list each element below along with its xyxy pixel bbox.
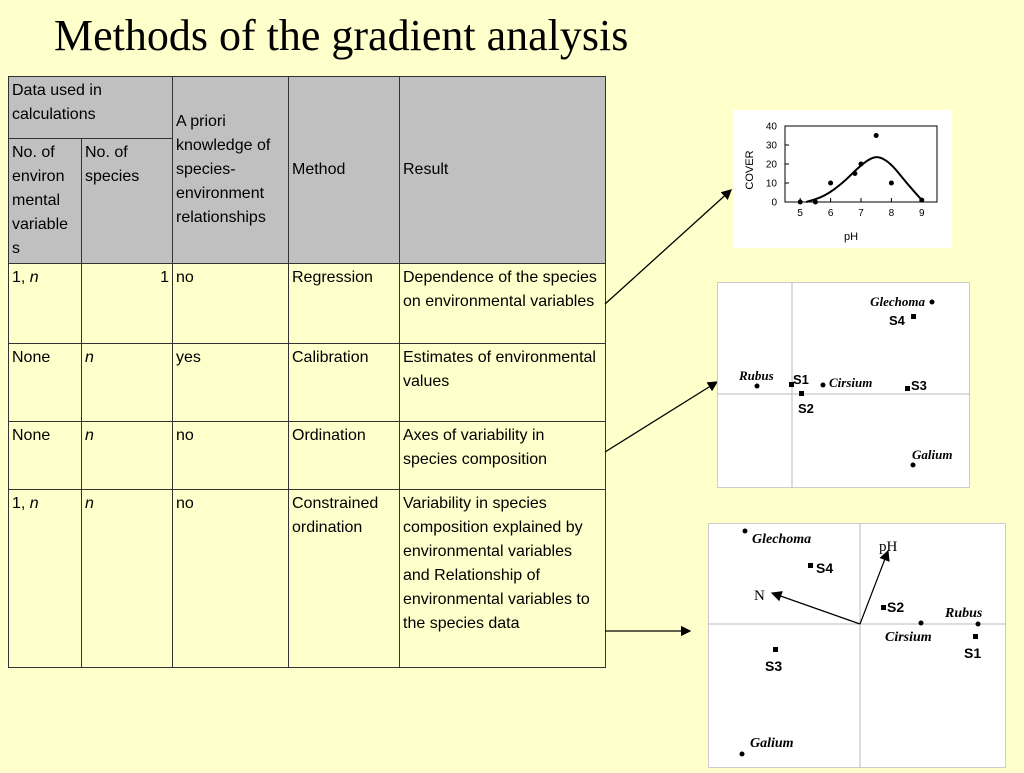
arrow-regression: [605, 190, 731, 304]
constrained-plot-panel: [708, 523, 1006, 768]
x-tick-label: 8: [888, 208, 895, 219]
sample-label: S4: [889, 313, 905, 328]
sample-label: S3: [911, 378, 927, 393]
species-point: [743, 529, 748, 534]
header-result: Result: [400, 77, 606, 264]
sample-point: [905, 386, 910, 391]
data-point: [889, 181, 894, 186]
data-point: [813, 200, 818, 205]
sample-point: [773, 647, 778, 652]
cell-env-vars: None: [9, 344, 82, 422]
slide-title: Methods of the gradient analysis: [54, 11, 629, 60]
cell-env-vars: 1, n: [9, 490, 82, 668]
cell-species: n: [82, 422, 173, 490]
x-tick-label: 6: [827, 208, 834, 219]
y-tick-label: 20: [765, 159, 777, 171]
species-label: Galium: [912, 447, 953, 462]
cell-method: Ordination: [289, 422, 400, 490]
data-point: [919, 198, 924, 203]
sample-label: S4: [816, 560, 834, 576]
cell-method: Calibration: [289, 344, 400, 422]
sample-label: S1: [964, 645, 982, 661]
ordination-plot: [717, 282, 970, 488]
species-label: Glechoma: [752, 532, 812, 547]
header-species: No. of species: [82, 139, 173, 264]
cell-result: Variability in species composition explained by environmental variables and Relationship of environmental variables to the species data: [400, 490, 606, 668]
cell-result: Estimates of environmental values: [400, 344, 606, 422]
species-label: Rubus: [739, 368, 774, 383]
y-tick-label: 30: [765, 140, 777, 152]
env-vector-ph: [860, 551, 888, 624]
species-label: Cirsium: [829, 375, 873, 390]
species-label: Cirsium: [885, 630, 932, 645]
cell-method: Constrained ordination: [289, 490, 400, 668]
regression-plot: [733, 110, 952, 248]
species-label: Rubus: [945, 606, 983, 621]
species-point: [976, 622, 981, 627]
sample-point: [911, 314, 916, 319]
x-tick-label: 7: [858, 208, 864, 219]
header-method: Method: [289, 77, 400, 264]
data-point: [828, 181, 833, 186]
species-point: [755, 384, 760, 389]
cell-result: Axes of variability in species composition: [400, 422, 606, 490]
species-point: [919, 621, 924, 626]
cell-env-vars: None: [9, 422, 82, 490]
cell-env-vars: 1, n: [9, 264, 82, 344]
sample-label: S2: [798, 401, 814, 416]
sample-label: S2: [887, 599, 905, 615]
env-label: N: [754, 588, 765, 604]
species-point: [911, 463, 916, 468]
data-point: [798, 200, 803, 205]
cell-apriori: no: [173, 264, 289, 344]
cell-species: n: [82, 490, 173, 668]
y-axis-label: COVER: [744, 150, 756, 190]
arrow-ordination: [605, 382, 717, 452]
cell-result: Dependence of the species on environmental variables: [400, 264, 606, 344]
sample-point: [808, 563, 813, 568]
y-tick-label: 10: [765, 178, 777, 190]
cell-species: 1: [82, 264, 173, 344]
cell-method: Regression: [289, 264, 400, 344]
species-label: Glechoma: [870, 294, 925, 309]
env-vector-n: [772, 593, 860, 624]
sample-label: S3: [765, 658, 783, 674]
x-tick-label: 5: [797, 208, 803, 219]
header-data-used: Data used in calculations: [9, 77, 173, 139]
species-point: [740, 752, 745, 757]
cell-apriori: yes: [173, 344, 289, 422]
constrained-ordination-plot: [708, 523, 1006, 768]
data-point: [852, 171, 857, 176]
header-apriori: A priori knowledge of species-environment relationships: [173, 77, 289, 264]
sample-point: [799, 391, 804, 396]
sample-point: [973, 634, 978, 639]
fitted-curve: [806, 157, 922, 202]
x-axis-label: pH: [843, 231, 859, 243]
cell-species: n: [82, 344, 173, 422]
cell-apriori: no: [173, 490, 289, 668]
sample-label: S1: [793, 372, 809, 387]
species-point: [930, 300, 935, 305]
y-tick-label: 0: [771, 197, 777, 209]
header-env-vars: No. of environ mental variable s: [9, 139, 82, 264]
species-label: Galium: [750, 736, 794, 751]
env-label: pH: [879, 539, 898, 555]
species-point: [821, 383, 826, 388]
data-point: [859, 162, 864, 167]
regression-plot-panel: [733, 110, 952, 248]
sample-point: [881, 605, 886, 610]
data-point: [874, 133, 879, 138]
cell-apriori: no: [173, 422, 289, 490]
x-tick-label: 9: [919, 208, 925, 219]
ordination-plot-panel: [717, 282, 970, 488]
y-tick-label: 40: [765, 121, 777, 133]
